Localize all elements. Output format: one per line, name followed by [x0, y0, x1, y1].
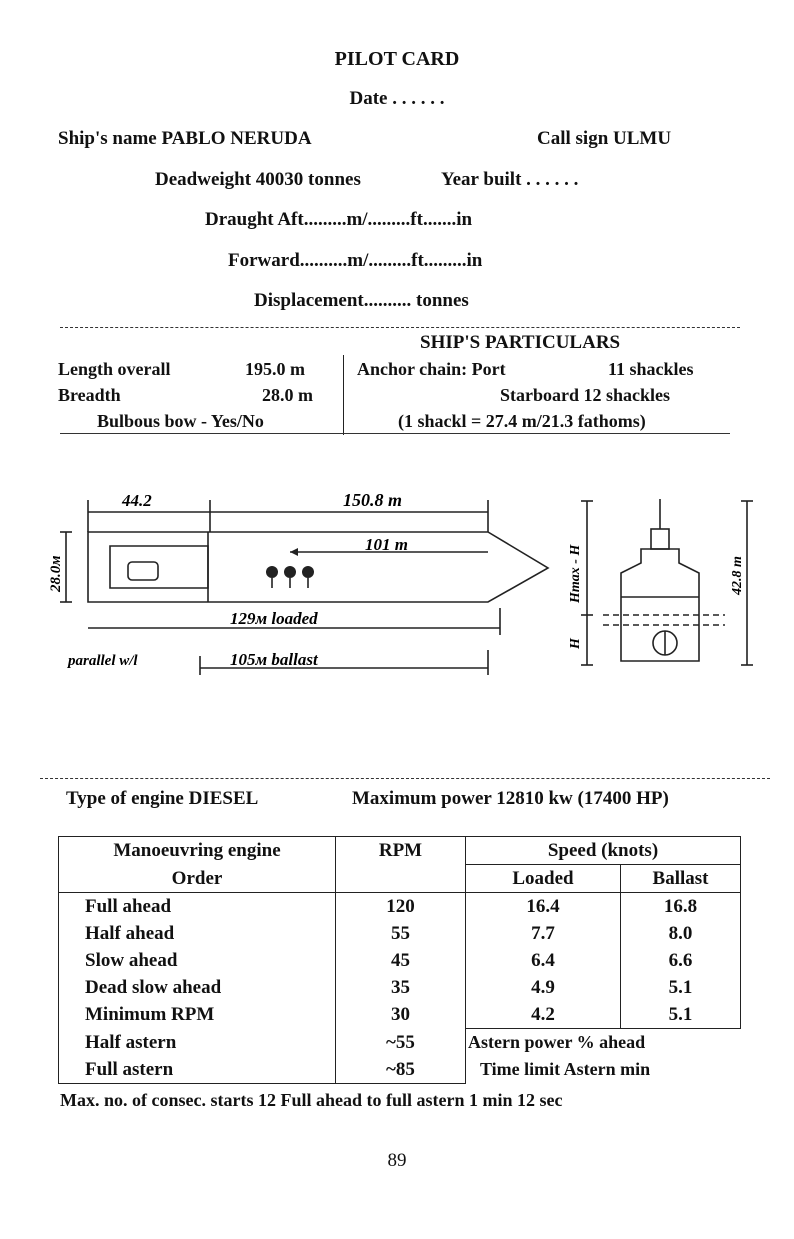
ship-section-diagram — [555, 485, 755, 685]
breadth-value: 28.0 m — [262, 385, 313, 405]
header-speed: Speed (knots) — [466, 837, 741, 865]
deadweight: Deadweight 40030 tonnes — [155, 169, 361, 190]
table-row: Half ahead 55 7.7 8.0 — [59, 920, 741, 947]
astern-note-line1: Astern power % ahead — [468, 1032, 646, 1052]
length-value: 195.0 m — [245, 359, 305, 379]
page-number: 89 — [387, 1150, 407, 1171]
header-loaded: Loaded — [466, 865, 621, 893]
date-field: Date . . . . . . — [349, 88, 445, 109]
dim-mid: 101 m — [365, 535, 408, 554]
ship-name: Ship's name PABLO NERUDA — [58, 128, 312, 149]
dim-aft: 44.2 — [122, 491, 152, 510]
h-label: H — [568, 638, 583, 649]
dim-beam: 28.0м — [48, 555, 64, 592]
year-built: Year built . . . . . . — [441, 169, 579, 190]
call-sign: Call sign ULMU — [537, 128, 672, 149]
table-row: Slow ahead 45 6.4 6.6 — [59, 947, 741, 974]
length-label: Length overall — [58, 359, 171, 379]
table-row: Full ahead 120 16.4 16.8 — [59, 893, 741, 921]
divider-engine — [40, 778, 770, 779]
table-row: Half astern ~55 Astern power % ahead — [59, 1029, 741, 1057]
h-max-label: Hmax - H — [568, 544, 583, 603]
anchor-port-value: 11 shackles — [608, 359, 694, 379]
height-label: 42.8 m — [730, 556, 745, 595]
breadth-label: Breadth — [58, 385, 121, 405]
manoeuvring-table — [58, 836, 741, 1084]
anchor-port: Anchor chain: Port — [357, 359, 506, 379]
draught-aft: Draught Aft.........m/.........ft.......in — [205, 209, 473, 230]
engine-type: Type of engine DIESEL — [66, 788, 259, 809]
divider-top — [60, 327, 740, 328]
particulars-heading: SHIP'S PARTICULARS — [420, 332, 621, 353]
dim-loaded: 129м loaded — [230, 609, 318, 628]
header-rpm: RPM — [336, 837, 466, 865]
max-starts-note: Max. no. of consec. starts 12 Full ahead to full astern 1 min 12 sec — [60, 1090, 563, 1110]
header-rpm-blank — [336, 865, 466, 893]
dim-ballast: 105м ballast — [230, 650, 318, 669]
particulars-divider — [343, 355, 344, 435]
table-row: Dead slow ahead 35 4.9 5.1 — [59, 974, 741, 1001]
astern-note-line2: Time limit Astern min — [480, 1059, 651, 1080]
table-row: Full astern ~85 Time limit Astern min — [59, 1056, 741, 1084]
anchor-starboard: Starboard 12 shackles — [500, 385, 671, 405]
divider-particulars — [60, 433, 730, 434]
table-row: Minimum RPM 30 4.2 5.1 — [59, 1001, 741, 1029]
bulbous-bow: Bulbous bow - Yes/No — [97, 411, 264, 431]
dim-total: 150.8 m — [343, 490, 403, 510]
draught-forward: Forward..........m/.........ft.........in — [228, 250, 483, 271]
page-title: PILOT CARD — [334, 48, 460, 70]
shackle-note: (1 shackl = 27.4 m/21.3 fathoms) — [398, 411, 646, 431]
header-ballast: Ballast — [621, 865, 741, 893]
header-order-line2: Order — [59, 865, 336, 893]
ship-plan-diagram — [40, 480, 560, 690]
max-power: Maximum power 12810 kw (17400 HP) — [352, 788, 669, 809]
displacement: Displacement.......... tonnes — [254, 290, 469, 311]
header-order-line1: Manoeuvring engine — [59, 837, 336, 865]
parallel-label: parallel w/l — [68, 653, 138, 669]
